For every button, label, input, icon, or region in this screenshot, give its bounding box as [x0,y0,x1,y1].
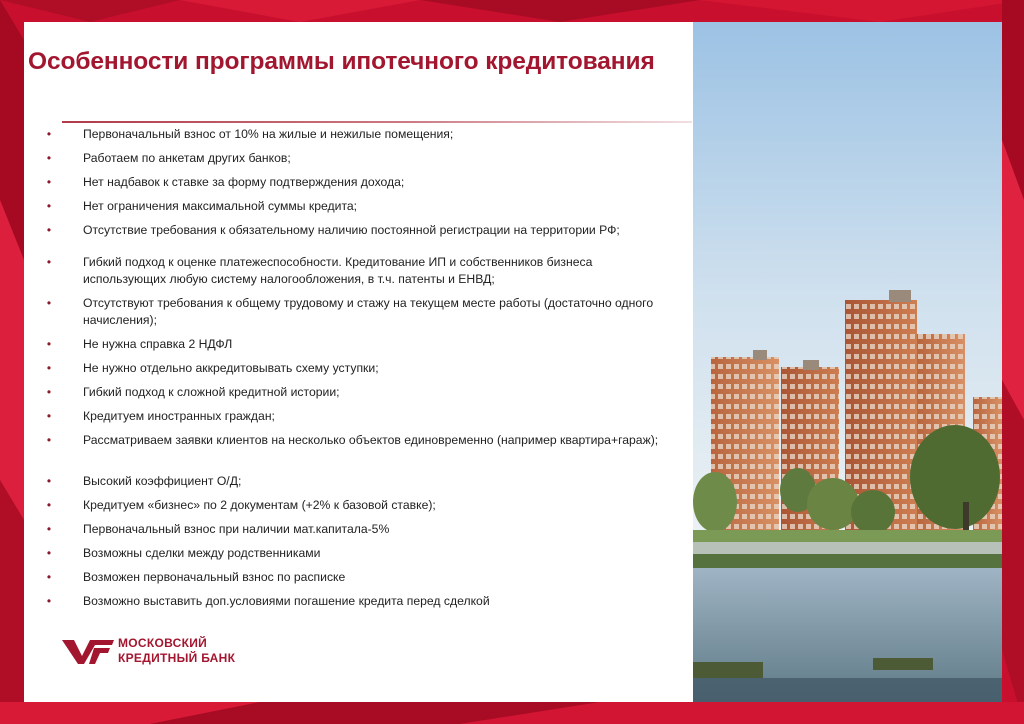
bullet-icon: • [46,223,52,237]
bullet-icon: • [46,385,52,399]
bullet-icon: • [46,296,52,310]
bullet-icon: • [46,127,52,141]
bullet-icon: • [46,522,52,536]
bullet-icon: • [46,570,52,584]
bank-name-line1: МОСКОВСКИЙ [118,636,208,650]
towers-illustration [693,22,1002,702]
bullet-icon: • [46,151,52,165]
bullet-icon: • [46,498,52,512]
bullet-icon: • [46,175,52,189]
slide-title: Особенности программы ипотечного кредитования [28,48,655,75]
bullet-icon: • [46,474,52,488]
bullet-icon: • [46,409,52,423]
bullet-icon: • [46,433,52,447]
bullet-icon: • [46,594,52,608]
bullet-icon: • [46,337,52,351]
bank-logo-mark-icon [62,638,114,664]
bank-name-line2: КРЕДИТНЫЙ БАНК [118,651,236,665]
residential-towers-photo [693,22,1002,702]
title-divider [62,121,692,123]
bullet-icon: • [46,361,52,375]
bullet-icon: • [46,255,52,269]
bank-logo [62,634,302,674]
bullet-icon: • [46,199,52,213]
bullet-icon: • [46,546,52,560]
